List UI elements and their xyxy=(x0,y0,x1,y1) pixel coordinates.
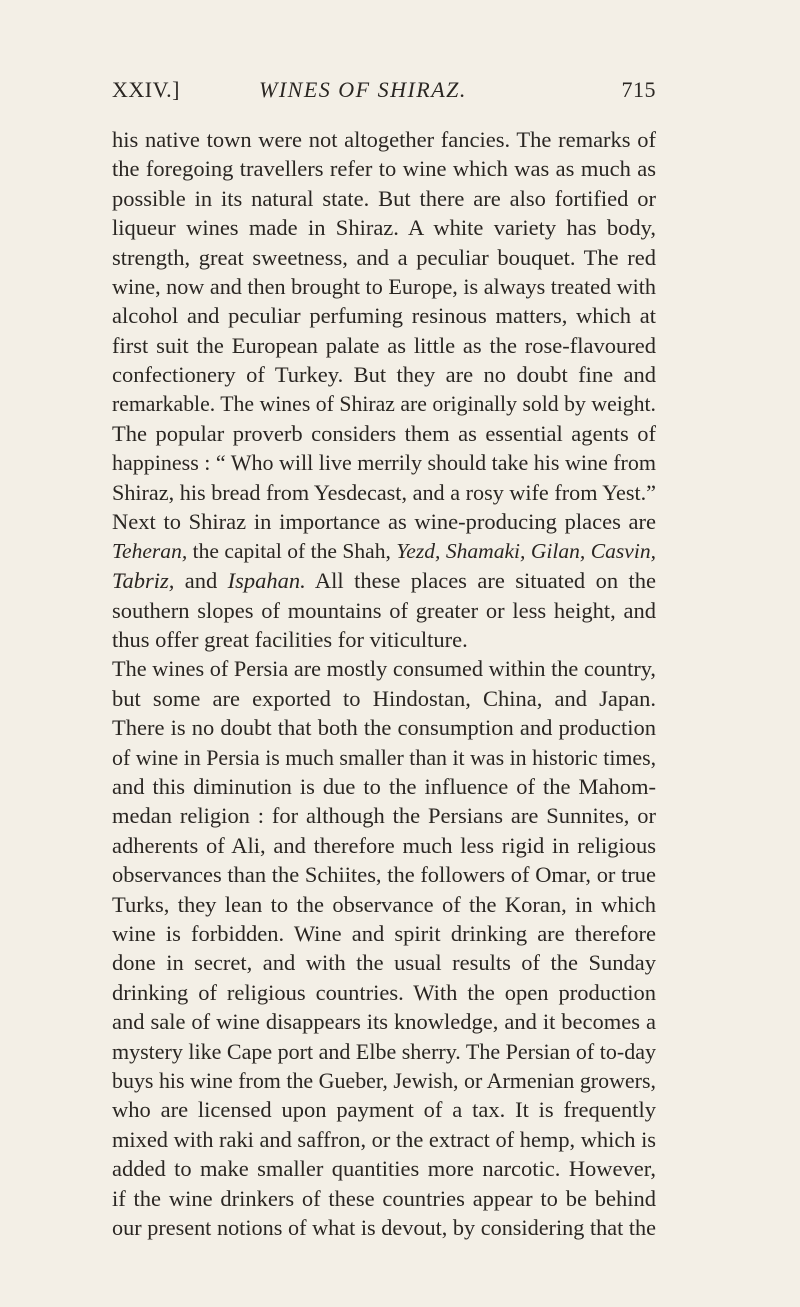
text-line: his native town were not altogether fancies. The remarks of xyxy=(112,127,656,152)
text-line: drinking of religious countries. With the open production xyxy=(112,979,656,1005)
text-line: first suit the European palate as little as the rose-flavoured xyxy=(112,332,656,358)
text-line: buys his wine from the Gueber, Jewish, or Armenian growers, xyxy=(112,1068,656,1093)
text-line: wine, now and then brought to Europe, is always treated with xyxy=(112,274,656,300)
text-line xyxy=(112,566,656,595)
running-head xyxy=(112,77,656,107)
page-number: 715 xyxy=(621,77,656,102)
text-line: Shiraz, his bread from Yesdecast, and a rosy wife from Yest.” xyxy=(112,479,656,505)
text-line: remarkable. The wines of Shiraz are originally sold by weight. xyxy=(112,391,656,416)
text-line: confectionery of Turkey. But they are no doubt fine and xyxy=(112,362,656,388)
text-line: and this diminution is due to the influence of the Mahom- xyxy=(112,773,656,799)
text-line: happiness : “ Who will live merrily should take his wine from xyxy=(112,450,656,476)
text-line: the foregoing travellers refer to wine which was as much as xyxy=(112,156,656,182)
text-line: and sale of wine disappears its knowledge, and it becomes a xyxy=(112,1009,656,1035)
paragraph-end-line: thus offer great facilities for viticulture. xyxy=(112,626,468,652)
text-line: strength, great sweetness, and a peculiar bouquet. The red xyxy=(112,244,656,270)
text-line: mystery like Cape port and Elbe sherry. The Persian of to-day xyxy=(112,1038,656,1064)
text-line: Next to Shiraz in importance as wine-producing places are xyxy=(112,509,656,535)
place-list: Yezd, Shamaki, Gilan, Casvin, xyxy=(396,538,656,563)
text-line: The wines of Persia are mostly consumed within the country, xyxy=(112,656,656,682)
text-line: alcohol and peculiar perfuming resinous matters, which at xyxy=(112,303,656,329)
text-fragment: All these places are situated on the xyxy=(305,568,656,594)
running-title: WINES OF SHIRAZ. xyxy=(259,77,467,102)
place-tabriz: Tabriz, xyxy=(112,568,175,594)
text-line: medan religion : for although the Persians are Sunnites, or xyxy=(112,803,656,829)
text-line: observances than the Schiites, the followers of Omar, or true xyxy=(112,862,656,888)
text-line: added to make smaller quantities more narcotic. However, xyxy=(112,1156,656,1182)
text-line: who are licensed upon payment of a tax. It is frequently xyxy=(112,1097,656,1123)
text-line: wine is forbidden. Wine and spirit drinking are therefore xyxy=(112,920,656,946)
text-fragment: the capital of the Shah, xyxy=(187,538,397,563)
text-line: southern slopes of mountains of greater or less height, and xyxy=(112,597,656,623)
text-line: possible in its natural state. But there are also fortified or xyxy=(112,185,656,211)
text-line: Turks, they lean to the observance of the Koran, in which xyxy=(112,891,656,917)
body-text xyxy=(112,125,656,1242)
text-line: mixed with raki and saffron, or the extract of hemp, which is xyxy=(112,1126,657,1152)
place-teheran: Teheran, xyxy=(112,538,188,563)
place-ispahan: Ispahan. xyxy=(227,568,306,594)
text-line: adherents of Ali, and therefore much less rigid in religious xyxy=(112,832,656,858)
text-line: of wine in Persia is much smaller than it was in historic times, xyxy=(112,744,657,770)
text-line xyxy=(112,537,656,566)
text-line: our present notions of what is devout, by considering that the xyxy=(112,1215,656,1241)
text-line: The popular proverb considers them as essential agents of xyxy=(112,421,656,447)
text-line: done in secret, and with the usual results of the Sunday xyxy=(112,950,656,976)
text-line: if the wine drinkers of these countries appear to be behind xyxy=(112,1185,656,1211)
text-line: but some are exported to Hindostan, China, and Japan. xyxy=(112,685,656,711)
text-line: There is no doubt that both the consumption and production xyxy=(112,715,656,741)
text-line: liqueur wines made in Shiraz. A white variety has body, xyxy=(112,215,656,241)
chapter-number: XXIV.] xyxy=(112,77,180,102)
text-fragment: and xyxy=(174,568,228,594)
